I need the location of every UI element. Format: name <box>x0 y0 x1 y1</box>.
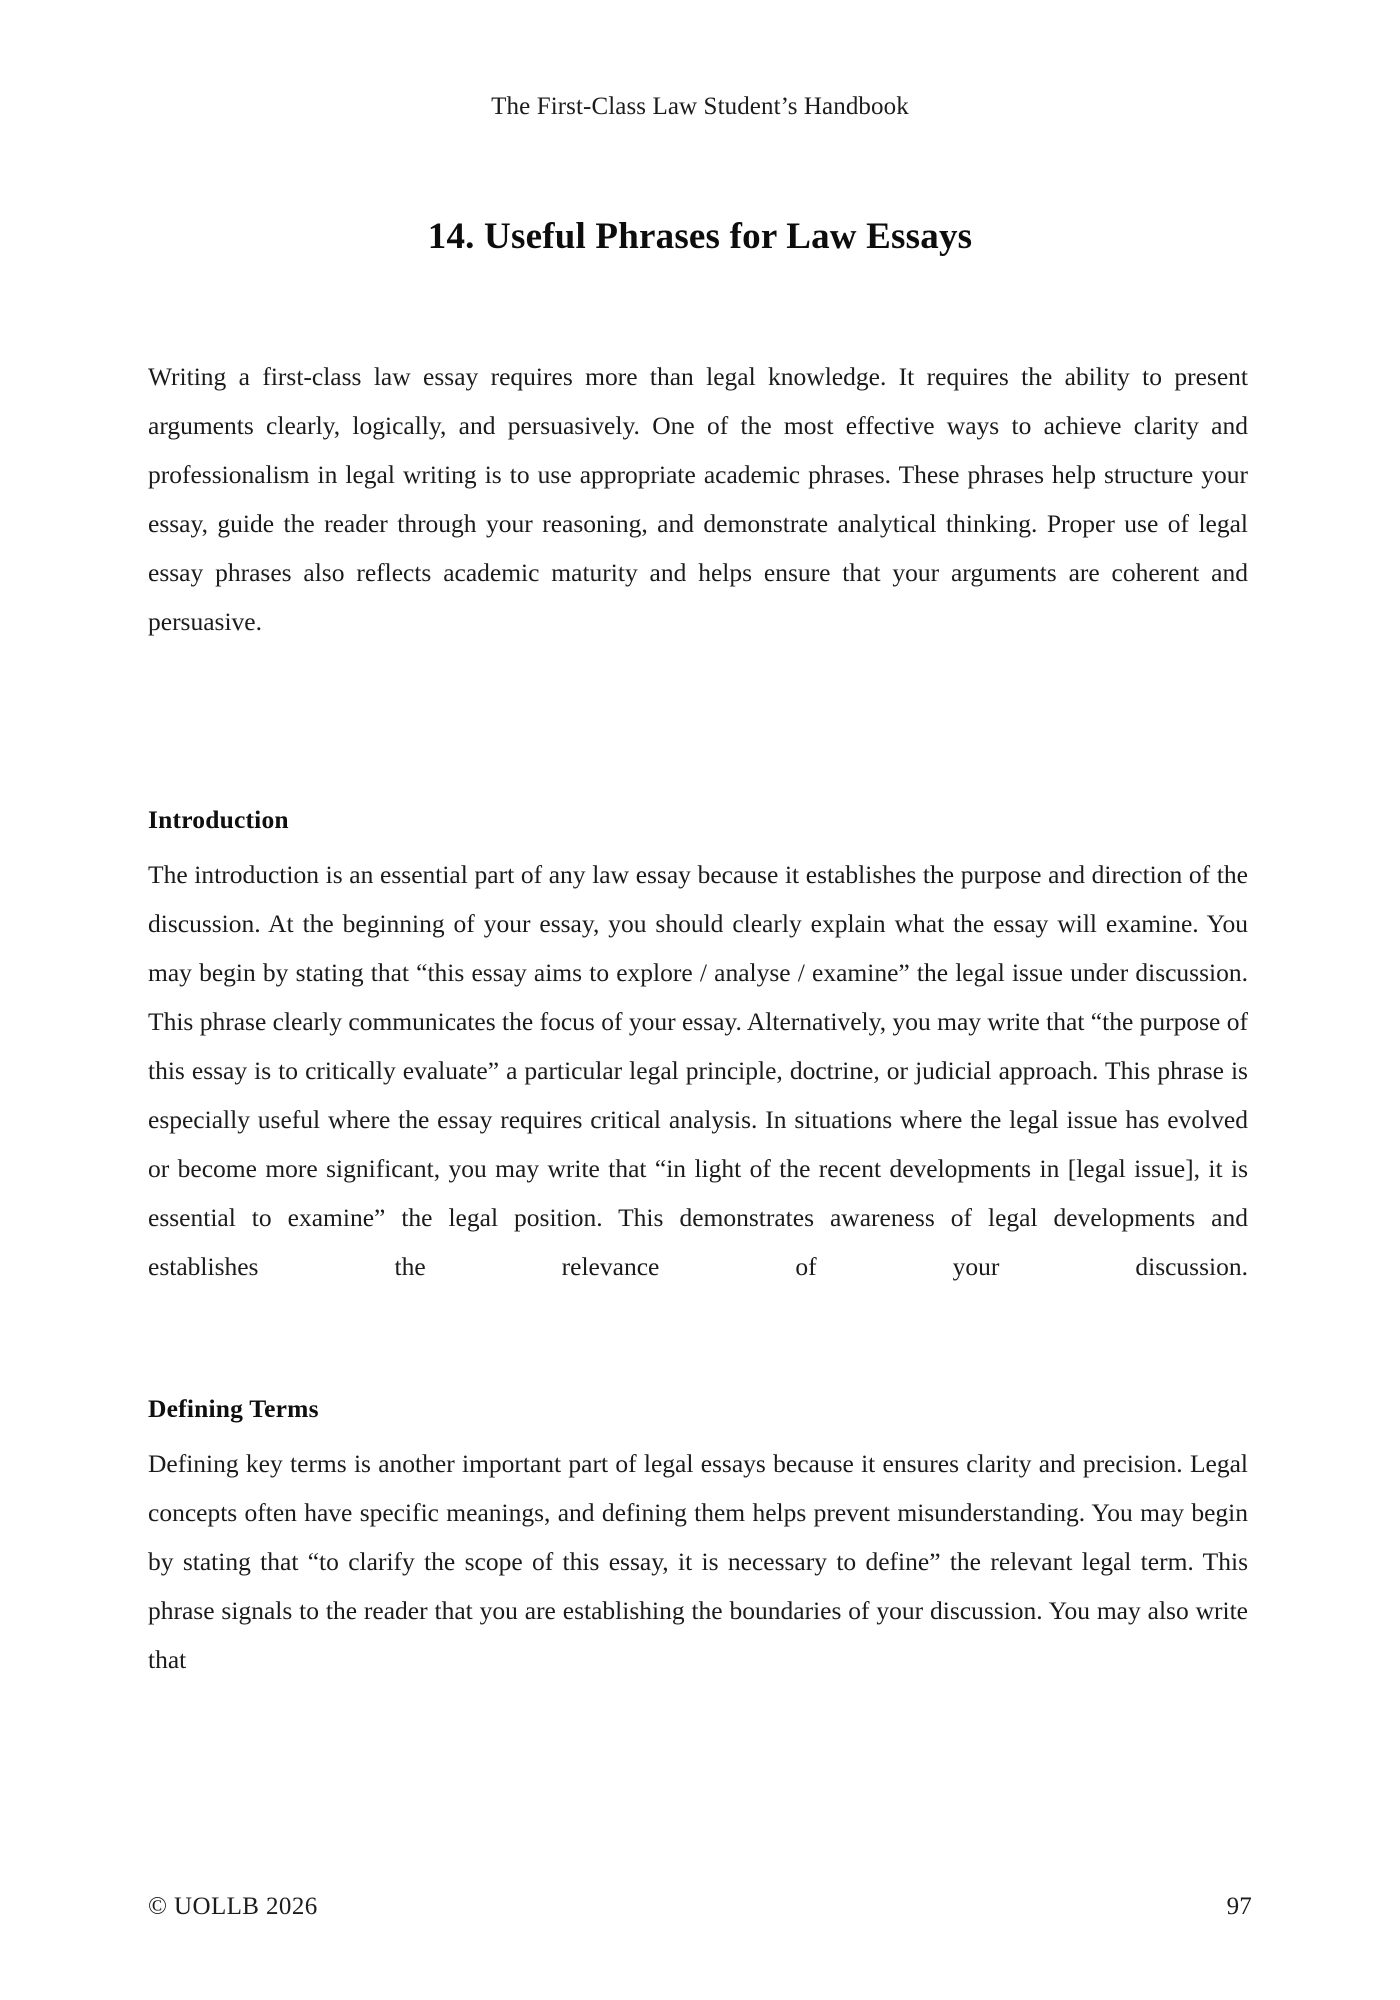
paragraph-spacer <box>148 695 1248 795</box>
page-footer <box>148 1892 1252 1922</box>
section-paragraph-defining-terms: Defining key terms is another important part of legal essays because it ensures clarity and precision. Legal concepts often have specific meanings, and defining them helps prevent misunderstanding. You may begin by stating that “to clarify the scope of this essay, it is necessary to define” the relevant legal term. This phrase signals to the reader that you are establishing the boundaries of your discussion. You may also write that <box>148 1449 1248 1674</box>
chapter-title: 14. Useful Phrases for Law Essays <box>427 215 973 257</box>
text-column <box>148 352 1248 1733</box>
section-heading-introduction: Introduction <box>148 805 289 834</box>
footer-page-number: 97 <box>1226 1893 1252 1920</box>
intro-paragraph: Writing a first-class law essay requires more than legal knowledge. It requires the ability to present arguments clearly, logically, and persuasively. One of the most effective ways to achieve clarity and professionalism in legal writing is to use appropriate academic phrases. These phrases help structure your essay, guide the reader through your reasoning, and demonstrate analytical thinking. Proper use of legal essay phrases also reflects academic maturity and helps ensure that your arguments are coherent and persuasive. <box>148 362 1248 636</box>
section-spacer <box>148 1340 1248 1384</box>
section-paragraph-introduction: The introduction is an essential part of any law essay because it establishes the purpose and direction of the discussion. At the beginning of your essay, you should clearly explain what the essay will examine. You may begin by stating that “this essay aims to explore / analyse / examine” the legal issue under discussion. This phrase clearly communicates the focus of your essay. Alternatively, you may write that “the purpose of this essay is to critically evaluate” a particular legal principle, doctrine, or judicial approach. This phrase is especially useful where the essay requires critical analysis. In situations where the legal issue has evolved or become more significant, you may write that “in light of the recent developments in [legal issue], it is essential to examine” the legal position. This demonstrates awareness of legal developments and establishes the relevance of your discussion. <box>148 860 1248 1281</box>
section-heading-defining-terms: Defining Terms <box>148 1394 319 1423</box>
footer-copyright: © UOLLB 2026 <box>148 1893 318 1920</box>
running-header: The First-Class Law Student’s Handbook <box>491 93 909 120</box>
